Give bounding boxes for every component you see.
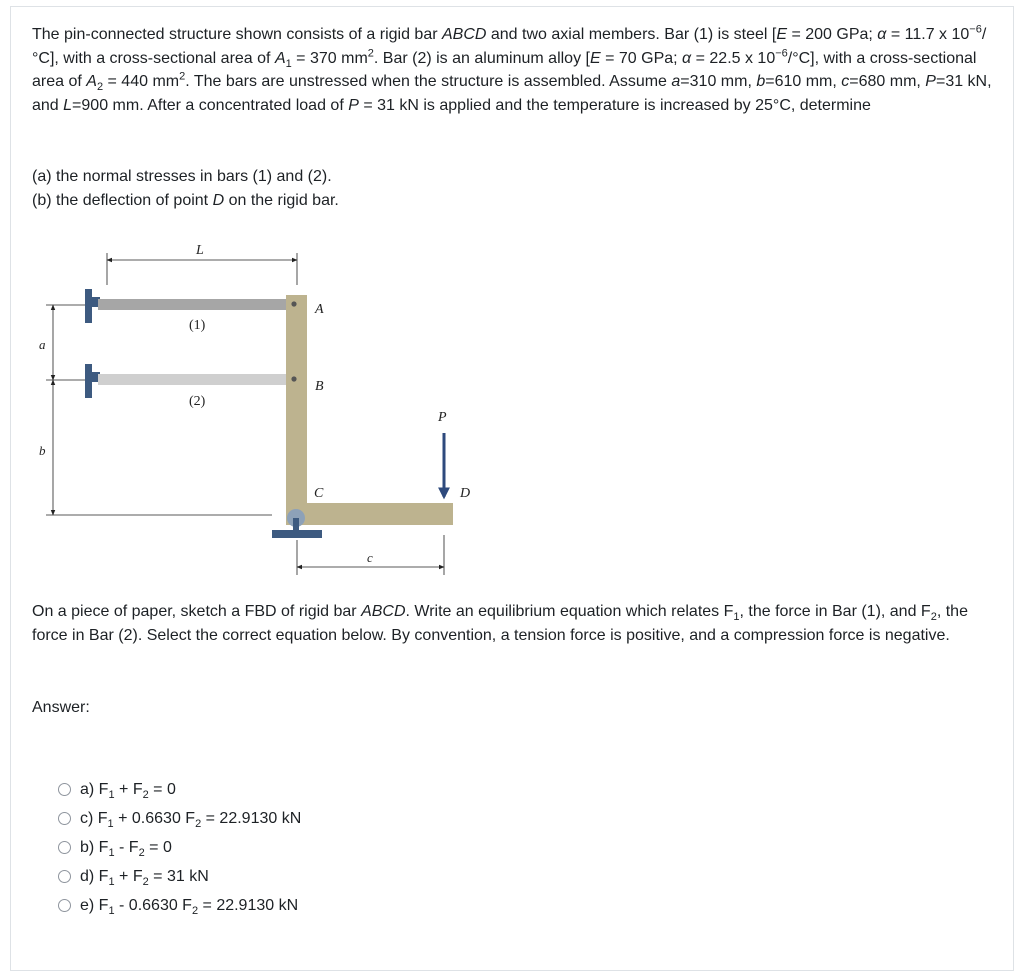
option-e[interactable] — [58, 891, 301, 920]
bar-1-label: (1) — [189, 318, 206, 333]
bar-2-label: (2) — [189, 394, 206, 409]
wall-support-1 — [85, 289, 92, 323]
label-p: P — [438, 410, 447, 425]
fbd-question: On a piece of paper, sketch a FBD of rigid bar ABCD. Write an equilibrium equation which relates $F_1$, the force in Bar (1), and $F_2$, the force in Bar (2). Select the correct equation below. By convention, a tension force is positive, and a compression force is negative. — [32, 603, 968, 644]
label-a: A — [315, 302, 324, 317]
option-d-text: d) $F_1 + F_2 = 31$ kN — [80, 867, 209, 888]
label-b: B — [315, 379, 324, 394]
option-d[interactable] — [58, 862, 301, 891]
problem-parts — [32, 165, 732, 212]
radio-option-a[interactable] — [58, 783, 71, 796]
structure-figure — [32, 235, 492, 580]
label-c: C — [314, 486, 324, 501]
option-c[interactable] — [58, 804, 301, 833]
pin-b — [291, 376, 296, 381]
axial-bar-2 — [98, 374, 298, 385]
part-b: (b) the deflection of point D on the rigid bar. — [32, 191, 339, 209]
pin-a — [291, 301, 296, 306]
answer-options — [58, 775, 301, 920]
option-a-text: a) $F_1 + F_2 = 0$ — [80, 780, 176, 801]
part-a: (a) the normal stresses in bars (1) and (2). — [32, 168, 332, 185]
b-dim-label: b — [39, 443, 46, 458]
option-c-text: c) $F_1 + 0.6630$ $F_2 = 22.9130$ kN — [80, 809, 302, 830]
wall-support-2 — [85, 364, 92, 398]
axial-bar-1 — [98, 299, 298, 310]
answer-label: Answer: — [32, 699, 90, 716]
option-a[interactable] — [58, 775, 301, 804]
option-b[interactable] — [58, 833, 301, 862]
radio-option-b[interactable] — [58, 841, 71, 854]
c-dim-label: c — [367, 550, 373, 565]
radio-option-c[interactable] — [58, 812, 71, 825]
problem-statement: The pin-connected structure shown consists of a rigid bar ABCD and two axial members. Bar (1) is steel [E = 200 GPa; α = 11.7 x $10^{-6}/^\circ C$], with a cross-sectional area of $A_1 = 370$ $mm^2$. Bar (2) is an aluminum alloy [E = 70 GPa; α = 22.5 x $10^{-6}/^\circ C$], with a cross-sectional area of $A_2 = 440$ $mm^2$. The bars are unstressed when the structure is assembled. Assume a=310 mm, b=610 mm, c=680 mm, P=31 kN, and L=900 mm. After a concentrated load of P = 31 kN is applied and the temperature is increased by 25°C, determine — [32, 23, 992, 114]
pin-support-c-post — [293, 518, 299, 530]
option-e-text: e) $F_1 - 0.6630$ $F_2 = 22.9130$ kN — [80, 896, 299, 917]
pin-support-c-base — [272, 530, 322, 538]
radio-option-d[interactable] — [58, 870, 71, 883]
option-b-text: b) $F_1 - F_2 = 0$ — [80, 838, 172, 859]
radio-option-e[interactable] — [58, 899, 71, 912]
rigid-bar-abcd — [286, 295, 453, 525]
label-d: D — [460, 486, 471, 501]
a-dim-label: a — [39, 337, 46, 352]
l-dim-label: L — [196, 243, 204, 258]
